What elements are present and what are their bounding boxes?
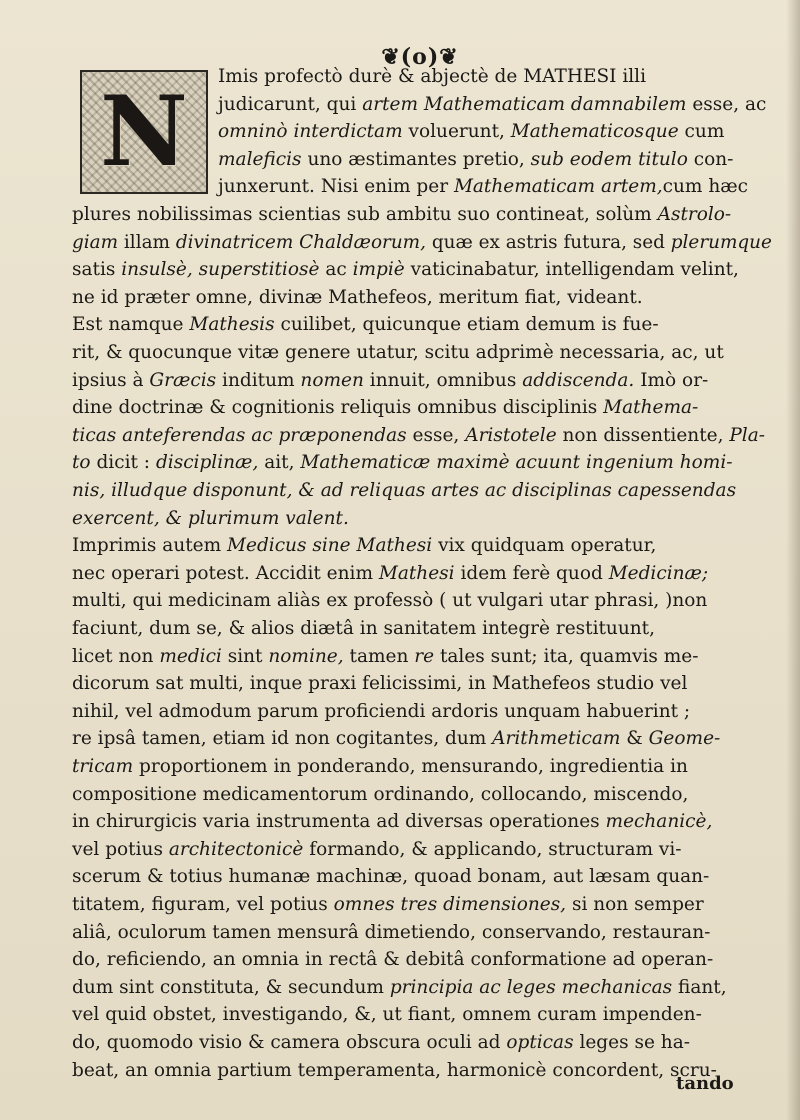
text-run: faciunt, dum se, & alios diætâ in sanitatem integrè restituunt, bbox=[72, 618, 655, 639]
text-line bbox=[72, 807, 712, 837]
text-run: non dissentiente, bbox=[556, 424, 730, 446]
text-line bbox=[72, 973, 727, 1003]
text-run: con- bbox=[687, 148, 734, 170]
italic-run: Mathesis bbox=[189, 314, 275, 336]
text-run: aliâ, oculorum tamen mensurâ dimetiendo, conservando, restauran- bbox=[72, 921, 711, 943]
text-run: licet non bbox=[72, 645, 160, 667]
text-line bbox=[72, 1056, 717, 1086]
text-run: scerum & totius humanæ machinæ, quoad bonam, aut læsam quan- bbox=[72, 866, 710, 888]
text-line bbox=[72, 642, 699, 672]
text-line bbox=[72, 393, 698, 423]
italic-run: to bbox=[72, 452, 91, 474]
text-run: voluerunt, bbox=[402, 121, 511, 143]
text-run: judicarunt, qui bbox=[218, 93, 363, 115]
text-run: vix quidquam operatur, bbox=[432, 535, 657, 557]
text-line bbox=[72, 614, 655, 644]
italic-run: Græcis bbox=[149, 369, 217, 391]
text-run: dicorum sat multi, inque praxi felicissimi, in Mathefeos studio vel bbox=[72, 673, 688, 695]
text-line bbox=[72, 890, 704, 920]
text-line bbox=[72, 421, 765, 451]
text-run: plures nobilissimas scientias sub ambitu suo contineat, solùm bbox=[72, 204, 658, 225]
text-run: leges se ha- bbox=[573, 1032, 690, 1053]
text-run: esse, ac bbox=[686, 93, 767, 115]
italic-run: opticas bbox=[506, 1032, 574, 1053]
page-edge-shadow bbox=[786, 0, 800, 1120]
italic-run: Medicus sine Mathesi bbox=[227, 535, 433, 557]
text-run: proportionem in ponderando, mensurando, ingredientia in bbox=[133, 756, 688, 777]
text-run: cum hæc bbox=[662, 176, 748, 198]
italic-run: re bbox=[414, 645, 435, 667]
italic-run: Mathematicosque bbox=[510, 121, 679, 143]
text-line bbox=[72, 338, 724, 368]
text-run: nihil, vel admodum parum proficiendi ardoris unquam habuerint ; bbox=[72, 700, 691, 722]
italic-run: giam bbox=[72, 231, 119, 253]
text-run: vel quid obstet, investigando, &, ut fiant, omnem curam impenden- bbox=[72, 1004, 702, 1026]
italic-run: nomen bbox=[300, 369, 364, 391]
text-run: ait, bbox=[258, 452, 301, 474]
catchword: tando bbox=[676, 1073, 734, 1094]
drop-cap-letter: N bbox=[100, 75, 188, 188]
italic-run: omnes tres dimensiones, bbox=[333, 894, 567, 915]
text-run: vaticinabatur, intelligendam velint, bbox=[404, 259, 739, 281]
italic-run: addiscenda. bbox=[522, 369, 635, 391]
text-run: ne id præter omne, divinæ Mathefeos, meritum fiat, videant. bbox=[72, 286, 643, 308]
italic-run: Mathematicam artem, bbox=[453, 176, 663, 198]
text-line bbox=[72, 862, 709, 892]
italic-run: medici bbox=[159, 645, 222, 667]
text-run: nec operari potest. Accidit enim bbox=[72, 562, 379, 584]
italic-run: insulsè, superstitiosè bbox=[121, 259, 320, 281]
italic-run: sub eodem titulo bbox=[530, 148, 688, 170]
text-run: Est namque bbox=[72, 314, 190, 336]
text-run: ipsius à bbox=[72, 369, 150, 391]
text-line bbox=[72, 586, 707, 616]
text-line bbox=[72, 724, 720, 754]
italic-run: nis, illudque disponunt, & ad reliquas artes ac disciplinas capessendas bbox=[72, 480, 737, 501]
text-run: compositione medicamentorum ordinando, collocando, miscendo, bbox=[72, 783, 689, 805]
text-run: junxerunt. Nisi enim per bbox=[218, 176, 454, 198]
text-line bbox=[72, 200, 731, 230]
text-run: do, quomodo visio & camera obscura oculi ad bbox=[72, 1032, 507, 1053]
text-run: satis bbox=[72, 259, 122, 281]
text-run: illam bbox=[118, 231, 176, 253]
text-line bbox=[218, 62, 646, 92]
text-run: in chirurgicis varia instrumenta ad diversas operationes bbox=[72, 811, 606, 833]
text-line bbox=[72, 448, 733, 478]
text-run: ac bbox=[319, 259, 353, 281]
text-run: titatem, figuram, vel potius bbox=[72, 894, 334, 915]
italic-run: Mathematicæ maximè acuunt ingenium homi- bbox=[300, 452, 733, 474]
italic-run: principia ac leges mechanicas bbox=[389, 976, 673, 998]
text-run: Imis profectò durè & abjectè de bbox=[218, 66, 524, 87]
italic-run: Geome- bbox=[648, 728, 721, 750]
text-run: do, reficiendo, an omnia in rectâ & debitâ conformatione ad operan- bbox=[72, 949, 714, 971]
text-run: uno æstimantes pretio, bbox=[301, 148, 531, 170]
text-run: Imò or- bbox=[634, 369, 709, 391]
text-run: dum sint constituta, & secundum bbox=[72, 976, 390, 998]
text-line bbox=[72, 476, 736, 506]
text-run: vel potius bbox=[72, 838, 169, 860]
text-line bbox=[72, 1000, 702, 1030]
italic-run: exercent, & plurimum valent. bbox=[72, 507, 349, 529]
text-run: dine doctrinæ & cognitionis reliquis omnibus disciplinis bbox=[72, 397, 604, 419]
text-line bbox=[218, 145, 733, 175]
text-run: si non semper bbox=[566, 894, 704, 915]
text-run: formando, & applicando, structuram vi- bbox=[303, 838, 682, 860]
text-run: esse, bbox=[406, 424, 466, 446]
italic-run: artem Mathematicam damnabilem bbox=[362, 93, 687, 115]
text-line bbox=[72, 697, 690, 727]
text-run: innuit, omnibus bbox=[363, 369, 523, 391]
text-run: cum bbox=[678, 121, 725, 143]
italic-run: omninò interdictam bbox=[218, 121, 403, 143]
text-run: MATHESI bbox=[523, 66, 617, 87]
italic-run: plerumque bbox=[670, 231, 772, 253]
text-run: Imprimis autem bbox=[72, 535, 228, 557]
text-run: idem ferè quod bbox=[454, 562, 609, 584]
italic-run: maleficis bbox=[218, 148, 302, 170]
italic-run: disciplinæ, bbox=[155, 452, 259, 474]
text-line bbox=[72, 780, 688, 810]
text-line bbox=[72, 835, 682, 865]
text-line bbox=[72, 752, 688, 782]
text-run: beat, an omnia partium temperamenta, harmonicè concordent, scru- bbox=[72, 1059, 717, 1081]
text-run: & bbox=[620, 728, 649, 750]
text-line bbox=[218, 172, 748, 202]
text-line bbox=[72, 228, 772, 258]
text-run: dicit : bbox=[90, 452, 156, 474]
text-run: tales sunt; ita, quamvis me- bbox=[434, 645, 699, 667]
text-line bbox=[72, 1028, 690, 1058]
italic-run: nomine, bbox=[268, 645, 344, 667]
decorated-initial bbox=[80, 70, 208, 194]
italic-run: Arithmeticam bbox=[492, 728, 621, 750]
italic-run: ticas anteferendas ac præponendas bbox=[72, 424, 407, 446]
text-line bbox=[72, 504, 349, 534]
text-line bbox=[218, 90, 766, 120]
text-run: multi, qui medicinam aliàs ex professò ( ut vulgari utar phrasi, )non bbox=[72, 590, 708, 612]
text-line bbox=[72, 918, 710, 948]
page-header: ❦(o)❦ bbox=[381, 44, 459, 70]
text-run: sint bbox=[221, 645, 269, 667]
italic-run: impiè bbox=[352, 259, 405, 281]
italic-run: architectonicè bbox=[168, 838, 304, 860]
italic-run: divinatricem Chaldæorum, bbox=[175, 231, 426, 253]
text-line bbox=[72, 255, 739, 285]
text-line bbox=[72, 310, 659, 340]
text-run: rit, & quocunque vitæ genere utatur, scitu adprimè necessaria, ac, ut bbox=[72, 342, 724, 363]
text-line bbox=[72, 669, 687, 699]
text-line bbox=[72, 559, 708, 589]
italic-run: Pla- bbox=[729, 424, 765, 446]
italic-run: Mathesi bbox=[378, 562, 455, 584]
italic-run: Mathema- bbox=[603, 397, 699, 419]
text-line bbox=[72, 366, 708, 396]
text-line bbox=[218, 117, 724, 147]
italic-run: Medicinæ; bbox=[608, 562, 709, 584]
text-line bbox=[72, 283, 643, 313]
italic-run: Astrolo- bbox=[657, 204, 732, 225]
text-run: quæ ex astris futura, sed bbox=[425, 231, 671, 253]
italic-run: tricam bbox=[72, 756, 134, 777]
text-line bbox=[72, 531, 656, 561]
text-run: re ipsâ tamen, etiam id non cogitantes, dum bbox=[72, 728, 493, 750]
italic-run: Aristotele bbox=[465, 424, 557, 446]
text-run: cuilibet, quicunque etiam demum is fue- bbox=[274, 314, 659, 336]
text-run: illi bbox=[616, 66, 647, 87]
text-run: tamen bbox=[343, 645, 415, 667]
text-line bbox=[72, 945, 713, 975]
text-run: fiant, bbox=[672, 976, 727, 998]
text-run: inditum bbox=[216, 369, 301, 391]
italic-run: mechanicè, bbox=[605, 811, 713, 833]
